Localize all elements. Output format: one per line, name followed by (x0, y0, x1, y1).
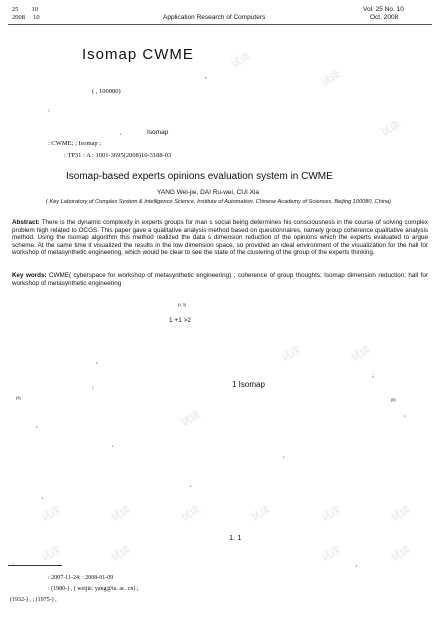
watermark: 试读 (319, 69, 343, 89)
footnote-author1: : (1980-) , ( weijie. yang@ia. ac. cn) ; (48, 586, 139, 592)
header-rule (8, 24, 432, 25)
watermark: 试读 (229, 51, 253, 71)
keywords-cn: : CWME; ; Isomap ; (48, 140, 102, 147)
keywords-label: Key words: (12, 272, 47, 279)
watermark: 试读 (109, 504, 133, 524)
keywords-body: CWME( cyberspace for workshop of metasynthetic engineering) ; coherence of group thoughts; Isomap dimension reduction; hall for workshop of metasynthetic engineering (12, 272, 428, 287)
journal-name: Application Research of Computers (163, 14, 266, 21)
classification-line: : TP31 : A : 1001-3695(2008)10-3188-03 (64, 152, 172, 159)
watermark: 试读 (319, 504, 343, 524)
keywords-en (12, 272, 428, 287)
body-punct: , (356, 561, 358, 568)
citation-5: [5] (391, 397, 396, 402)
body-punct: , (190, 481, 192, 488)
section-heading-1-1: 1. 1 (229, 533, 242, 542)
title-en: Isomap-based experts opinions evaluation system in CWME (66, 171, 333, 182)
footnote-dates: : 2007-11-24; : 2008-01-09 (48, 575, 114, 581)
section-heading-1: 1 Isomap (232, 380, 265, 389)
abstract-body: There is the dynamic complexity in experts groups for man s social being determines his consciousness in the course of solving complex problem high related to OCGS. This paper gave a qualitative analysis method based on questionnaires, namely group coherence qualitative analysis method. Using the Isomap algorithm this method realized the data s dimension reduction of the opinions which the experts evaluated to argue scheme. At the same time it visualized the results in the low dimension space, so provided an ideal environment of the visualization for the hall for workshop of metasynthetic engineering, which would be clear to see the state of the clustering of the group of the experts thinking. (12, 219, 428, 257)
watermark: 试读 (179, 409, 203, 429)
body-punct: , (36, 422, 38, 429)
citation-1-3: [1 3] (178, 302, 186, 307)
affiliation-en: ( Key Laboratory of Complex System & Intelligence Science, Institute of Automation, Chinese Academy of Sciences, Beijing 100080, China) (46, 199, 392, 205)
abstract-en (12, 219, 428, 257)
body-punct: , (42, 493, 44, 500)
watermark: 试读 (249, 504, 273, 524)
body-punct: : (12, 561, 14, 568)
footnote-rule (8, 565, 62, 566)
abstract-label: Abstract: (12, 219, 40, 226)
abstract-cn-label: : (48, 107, 50, 114)
title-cn: Isomap CWME (82, 46, 194, 63)
comma-mark: , (120, 129, 122, 136)
watermark: 试读 (39, 544, 63, 564)
issue-date: Oct. 2008 (370, 14, 399, 21)
watermark: 试读 (39, 504, 63, 524)
body-punct: , (96, 358, 98, 365)
footnote-author2: (1932-) , ; (1975-) , (10, 597, 57, 603)
watermark: 试读 (389, 544, 413, 564)
header-volume-cn: 25 10 (12, 6, 38, 13)
body-punct: ; (372, 372, 374, 379)
formula-synergy: 1 +1 >2 (169, 317, 192, 324)
body-punct: , (112, 441, 114, 448)
body-punct: : (92, 384, 94, 391)
authors-en: YANG Wei-jie, DAI Ru-wei, CUI Xia (157, 189, 259, 196)
watermark: 试读 (109, 544, 133, 564)
affiliation-cn: ( , 100080) (92, 88, 121, 95)
watermark: 试读 (319, 544, 343, 564)
watermark: 试读 (389, 504, 413, 524)
watermark: 试读 (349, 344, 373, 364)
watermark: 试读 (279, 344, 303, 364)
author-comma: , (205, 72, 207, 80)
body-punct: , (404, 411, 406, 418)
watermark: 试读 (179, 504, 203, 524)
isomap-term: Isomap (147, 129, 169, 136)
body-punct: , (283, 452, 285, 459)
header-date-cn: 2008 10 (12, 14, 40, 21)
volume-number: Vol. 25 No. 10 (363, 6, 404, 13)
watermark: 试读 (379, 119, 403, 139)
citation-4: [4] (16, 395, 21, 400)
